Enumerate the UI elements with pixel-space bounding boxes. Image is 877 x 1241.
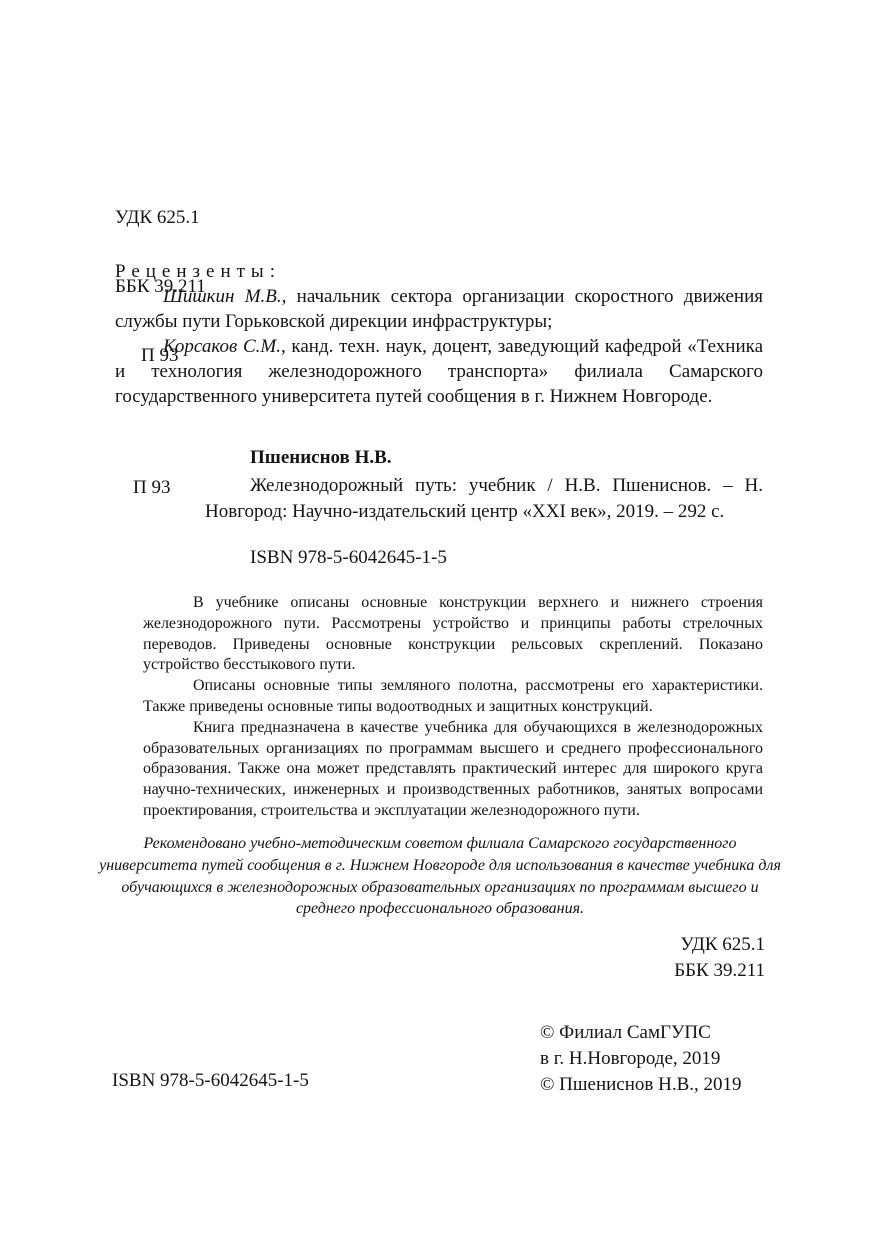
reviewers-heading: Рецензенты: xyxy=(115,261,281,282)
bottom-classification-block xyxy=(674,932,765,983)
copyright-line-city: в г. Н.Новгороде, 2019 xyxy=(540,1048,721,1069)
reviewer-description: канд. техн. наук, доцент, заведующий кафедрой «Техника и технология железнодорожного транспорта» филиала Самарского государственного университета путей сообщения в г. Нижнем Новгороде. xyxy=(115,336,764,407)
copyright-block xyxy=(540,1020,742,1098)
catalog-cipher: П 93 xyxy=(133,477,171,498)
bbk-code: ББК 39.211 xyxy=(115,276,206,297)
bibliographic-description: Железнодорожный путь: учебник / Н.В. Пшениснов. – Н. Новгород: Научно-издательский центр «XXI век», 2019. – 292 с. xyxy=(205,475,763,522)
reviewer-name: Шишкин М.В., xyxy=(163,286,287,307)
recommendation-note: Рекомендовано учебно-методическим советом филиала Самарского государственного университета путей сообщения в г. Нижнем Новгороде для использования в качестве учебника для обучающихся в железнодорожных образовательных организациях по программам высшего и среднего профессионального образования. xyxy=(99,835,781,918)
udc-code-bottom: УДК 625.1 xyxy=(680,934,765,955)
annotation-paragraph: Описаны основные типы земляного полотна, рассмотрены его характеристики. Также приведены основные типы водоотводных и защитных конструкций. xyxy=(143,677,763,715)
udc-code: УДК 625.1 xyxy=(115,207,200,228)
annotation-section xyxy=(143,593,763,822)
isbn-footer: ISBN 978-5-6042645-1-5 xyxy=(112,1070,309,1091)
bbk-code-bottom: ББК 39.211 xyxy=(674,959,765,981)
reviewer-entry xyxy=(115,284,763,334)
copyright-line-publisher: © Филиал СамГУПС xyxy=(540,1022,711,1043)
reviewers-section xyxy=(115,259,763,409)
copyright-line-author: © Пшениснов Н.В., 2019 xyxy=(540,1074,742,1095)
book-cipher: П 93 xyxy=(141,345,179,366)
annotation-paragraph: В учебнике описаны основные конструкции верхнего и нижнего строения железнодорожного пути. Рассмотрены устройство и принципы работы стрелочных переводов. Приведены основные конструкции рельсовых скреплений. Показано устройство бесстыкового пути. xyxy=(143,594,763,674)
reviewer-description: начальник сектора организации скоростного движения службы пути Горьковской дирекции инфраструктуры; xyxy=(115,286,763,332)
author-name: Пшениснов Н.В. xyxy=(250,447,392,468)
annotation-paragraph: Книга предназначена в качестве учебника для обучающихся в железнодорожных образовательных организациях по программам высшего и среднего профессионального образования. Также она может представлять практический интерес для широкого круга научно-технических, инженерных и производственных работников, занятых вопросами проектирования, строительства и эксплуатации железнодорожного пути. xyxy=(143,718,763,819)
reviewer-name: Корсаков С.М., xyxy=(163,336,286,357)
isbn-main: ISBN 978-5-6042645-1-5 xyxy=(250,547,447,568)
reviewer-entry xyxy=(115,334,763,409)
